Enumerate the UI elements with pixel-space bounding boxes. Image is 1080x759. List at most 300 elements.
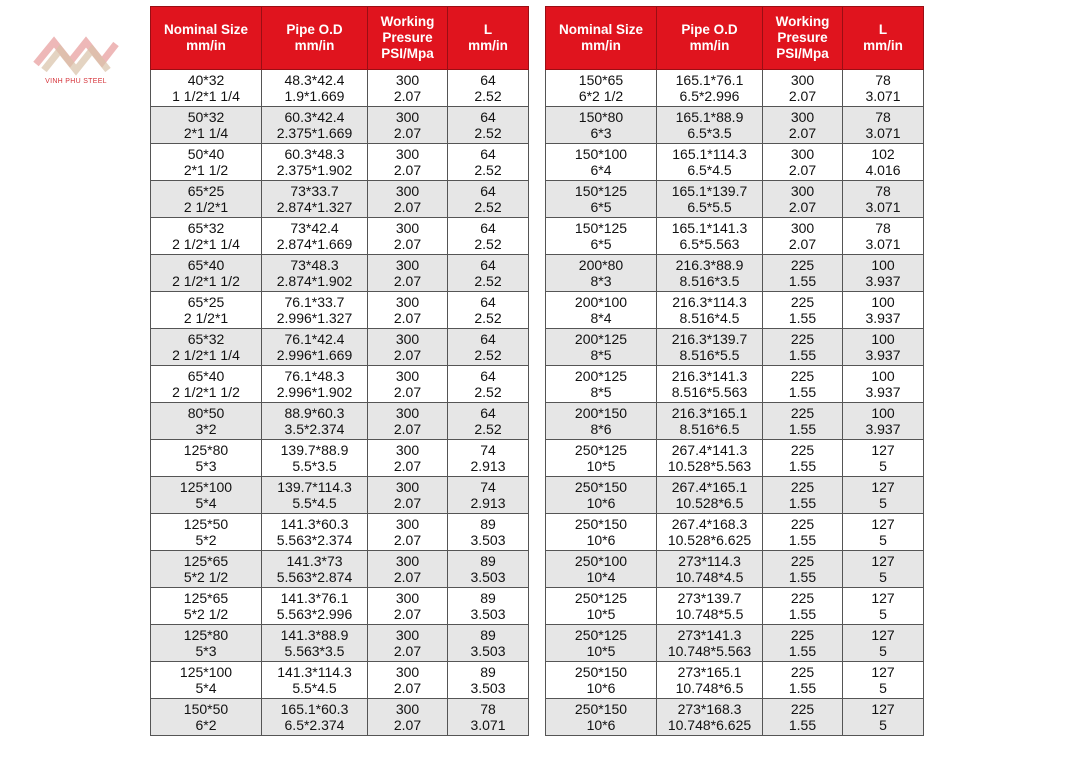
metric-value: 64 [480, 257, 496, 273]
imperial-value: 10.528*6.625 [667, 532, 752, 548]
imperial-value: 5*3 [195, 458, 217, 474]
imperial-value: 1 1/2*1 1/4 [172, 88, 240, 104]
metric-value: 300 [395, 109, 420, 125]
imperial-value: 3.937 [865, 384, 901, 400]
nominal-size-cell [546, 181, 657, 218]
imperial-value: 2.52 [474, 88, 502, 104]
table-row [151, 144, 529, 181]
metric-value: 78 [875, 109, 891, 125]
imperial-value: 6.5*5.563 [679, 236, 740, 252]
table-row [546, 181, 924, 218]
metric-value: 300 [790, 146, 815, 162]
imperial-value: 6*5 [590, 236, 612, 252]
metric-value: 300 [395, 405, 420, 421]
nominal-size-cell [151, 70, 262, 107]
imperial-value: 10.748*6.625 [667, 717, 752, 733]
nominal-size-cell [151, 366, 262, 403]
metric-value: 216.3*114.3 [672, 294, 747, 310]
working-pressure-cell [763, 625, 843, 662]
metric-value: 125*100 [179, 664, 233, 680]
pipe-od-cell [262, 699, 368, 736]
imperial-value: 10*6 [586, 532, 616, 548]
metric-value: 250*150 [574, 516, 628, 532]
metric-value: 65*32 [187, 220, 225, 236]
metric-value: 300 [395, 72, 420, 88]
imperial-value: 5 [879, 606, 887, 622]
imperial-value: 6.5*2.374 [284, 717, 345, 733]
pipe-od-cell [262, 70, 368, 107]
imperial-value: 8*3 [590, 273, 612, 289]
metric-value: 78 [875, 183, 891, 199]
length-cell [843, 551, 924, 588]
table-row [546, 366, 924, 403]
metric-value: 300 [395, 627, 420, 643]
table-row [151, 588, 529, 625]
imperial-value: 6.5*5.5 [687, 199, 732, 215]
pipe-od-cell [262, 625, 368, 662]
imperial-value: 10*5 [586, 606, 616, 622]
imperial-value: 2.874*1.327 [276, 199, 353, 215]
metric-value: 88.9*60.3 [284, 405, 345, 421]
metric-value: 65*40 [187, 257, 225, 273]
metric-value: 165.1*60.3 [280, 701, 349, 717]
metric-value: 64 [480, 220, 496, 236]
metric-value: 64 [480, 109, 496, 125]
metric-value: 127 [871, 553, 895, 569]
imperial-value: 4.016 [865, 162, 901, 178]
nominal-size-cell [151, 403, 262, 440]
logo-text: VINH PHU STEEL [45, 78, 107, 85]
imperial-value: 2.07 [393, 717, 422, 733]
pipe-od-cell [657, 699, 763, 736]
imperial-value: 2.07 [393, 88, 422, 104]
nominal-size-cell [151, 625, 262, 662]
length-cell [843, 218, 924, 255]
metric-value: 65*40 [187, 368, 225, 384]
metric-value: 300 [395, 220, 420, 236]
table-row [151, 329, 529, 366]
nominal-size-cell [151, 551, 262, 588]
working-pressure-cell [368, 514, 448, 551]
metric-value: 165.1*114.3 [672, 146, 747, 162]
metric-value: 165.1*88.9 [675, 109, 744, 125]
table-row [546, 292, 924, 329]
table-row [546, 440, 924, 477]
table-row [546, 107, 924, 144]
metric-value: 150*125 [574, 220, 628, 236]
metric-value: 150*50 [183, 701, 229, 717]
imperial-value: 2.07 [788, 162, 817, 178]
length-cell [843, 588, 924, 625]
length-cell [843, 403, 924, 440]
nominal-size-cell [151, 514, 262, 551]
table-row [151, 477, 529, 514]
pipe-od-cell [657, 181, 763, 218]
length-cell [843, 366, 924, 403]
imperial-value: 10*6 [586, 680, 616, 696]
metric-value: 165.1*141.3 [671, 220, 748, 236]
metric-value: 267.4*141.3 [671, 442, 748, 458]
metric-value: 250*150 [574, 479, 628, 495]
imperial-value: 3.071 [470, 717, 506, 733]
metric-value: 73*33.7 [290, 183, 339, 199]
working-pressure-cell [763, 329, 843, 366]
imperial-value: 3.937 [865, 310, 901, 326]
metric-value: 73*48.3 [290, 257, 339, 273]
imperial-value: 2.07 [393, 643, 422, 659]
pipe-od-cell [262, 588, 368, 625]
working-pressure-cell [763, 514, 843, 551]
nominal-size-cell [151, 218, 262, 255]
metric-value: 60.3*42.4 [284, 109, 345, 125]
length-cell [843, 329, 924, 366]
metric-value: 64 [480, 146, 496, 162]
metric-value: 76.1*42.4 [284, 331, 345, 347]
nominal-size-cell [546, 107, 657, 144]
imperial-value: 2.07 [393, 458, 422, 474]
imperial-value: 2.996*1.902 [276, 384, 353, 400]
imperial-value: 2.52 [474, 310, 502, 326]
metric-value: 225 [790, 479, 815, 495]
working-pressure-cell [763, 144, 843, 181]
imperial-value: 8.516*5.5 [679, 347, 740, 363]
metric-value: 225 [790, 368, 815, 384]
nominal-size-cell [151, 107, 262, 144]
imperial-value: 10*6 [586, 717, 616, 733]
imperial-value: 6.5*4.5 [687, 162, 732, 178]
imperial-value: 5 [879, 569, 887, 585]
pipe-od-cell [657, 588, 763, 625]
imperial-value: 5*4 [195, 495, 217, 511]
metric-value: 273*114.3 [678, 553, 741, 569]
imperial-value: 1.55 [788, 273, 817, 289]
metric-value: 89 [480, 627, 496, 643]
length-cell [448, 292, 529, 329]
brand-logo [30, 34, 122, 96]
table-row [151, 514, 529, 551]
table-row [151, 218, 529, 255]
length-cell [843, 255, 924, 292]
metric-value: 200*125 [574, 368, 628, 384]
imperial-value: 2.996*1.669 [276, 347, 353, 363]
imperial-value: 2.913 [470, 495, 506, 511]
metric-value: 127 [871, 442, 895, 458]
table-body-right [546, 70, 924, 736]
table-body-left [151, 70, 529, 736]
metric-value: 89 [480, 516, 496, 532]
metric-value: 76.1*33.7 [284, 294, 345, 310]
metric-value: 64 [480, 72, 496, 88]
metric-value: 100 [871, 257, 895, 273]
header-working-pressure: Working Presure PSI/Mpa [368, 7, 448, 70]
imperial-value: 5.563*2.996 [276, 606, 353, 622]
metric-value: 300 [395, 257, 420, 273]
working-pressure-cell [368, 403, 448, 440]
nominal-size-cell [546, 329, 657, 366]
pipe-od-cell [657, 292, 763, 329]
metric-value: 250*125 [574, 442, 628, 458]
imperial-value: 5 [879, 532, 887, 548]
pipe-od-cell [262, 255, 368, 292]
imperial-value: 3.503 [470, 643, 506, 659]
header-nominal-size: Nominal Size mm/in [546, 7, 657, 70]
pipe-od-cell [657, 144, 763, 181]
imperial-value: 2.52 [474, 162, 502, 178]
metric-value: 300 [790, 183, 815, 199]
metric-value: 48.3*42.4 [284, 72, 345, 88]
metric-value: 200*80 [578, 257, 624, 273]
imperial-value: 1.55 [788, 384, 817, 400]
working-pressure-cell [368, 329, 448, 366]
metric-value: 125*65 [183, 590, 229, 606]
imperial-value: 2.52 [474, 384, 502, 400]
table-row [546, 625, 924, 662]
metric-value: 89 [480, 664, 496, 680]
nominal-size-cell [151, 699, 262, 736]
imperial-value: 2.52 [474, 421, 502, 437]
imperial-value: 2.07 [788, 125, 817, 141]
imperial-value: 1.55 [788, 643, 817, 659]
nominal-size-cell [546, 218, 657, 255]
metric-value: 225 [790, 257, 815, 273]
metric-value: 225 [790, 442, 815, 458]
metric-value: 127 [871, 627, 895, 643]
metric-value: 300 [395, 553, 420, 569]
metric-value: 273*168.3 [677, 701, 742, 717]
imperial-value: 5*3 [195, 643, 217, 659]
metric-value: 141.3*114.3 [277, 664, 352, 680]
length-cell [448, 440, 529, 477]
pipe-table-right [545, 6, 924, 736]
metric-value: 141.3*88.9 [280, 627, 349, 643]
table-row [546, 403, 924, 440]
nominal-size-cell [546, 588, 657, 625]
nominal-size-cell [546, 699, 657, 736]
working-pressure-cell [368, 70, 448, 107]
imperial-value: 5*2 1/2 [183, 569, 229, 585]
nominal-size-cell [546, 70, 657, 107]
length-cell [448, 181, 529, 218]
metric-value: 100 [871, 331, 895, 347]
metric-value: 65*25 [187, 294, 225, 310]
imperial-value: 1.55 [788, 310, 817, 326]
imperial-value: 2 1/2*1 [183, 310, 229, 326]
imperial-value: 2.52 [474, 273, 502, 289]
table-row [546, 477, 924, 514]
working-pressure-cell [763, 551, 843, 588]
pipe-table-left [150, 6, 529, 736]
nominal-size-cell [546, 477, 657, 514]
imperial-value: 2.07 [393, 273, 422, 289]
table-row [151, 440, 529, 477]
imperial-value: 6.5*2.996 [679, 88, 740, 104]
imperial-value: 3.071 [865, 88, 901, 104]
imperial-value: 2.52 [474, 236, 502, 252]
imperial-value: 2.375*1.669 [276, 125, 353, 141]
pipe-od-cell [657, 70, 763, 107]
imperial-value: 3.503 [470, 680, 506, 696]
length-cell [448, 477, 529, 514]
imperial-value: 6.5*3.5 [687, 125, 732, 141]
header-nominal-size: Nominal Size mm/in [151, 7, 262, 70]
metric-value: 225 [790, 294, 815, 310]
length-cell [843, 514, 924, 551]
pipe-od-cell [657, 477, 763, 514]
imperial-value: 5.5*4.5 [292, 495, 337, 511]
working-pressure-cell [763, 218, 843, 255]
imperial-value: 5*2 [195, 532, 217, 548]
metric-value: 139.7*88.9 [280, 442, 349, 458]
imperial-value: 2.07 [788, 199, 817, 215]
metric-value: 250*150 [574, 701, 628, 717]
imperial-value: 3.503 [470, 569, 506, 585]
pipe-od-cell [262, 329, 368, 366]
imperial-value: 5 [879, 643, 887, 659]
imperial-value: 2*1 1/4 [183, 125, 229, 141]
metric-value: 65*32 [187, 331, 225, 347]
metric-value: 78 [875, 72, 891, 88]
imperial-value: 2 1/2*1 1/2 [172, 273, 240, 289]
pipe-od-cell [262, 107, 368, 144]
imperial-value: 5.5*4.5 [292, 680, 337, 696]
pipe-od-cell [262, 292, 368, 329]
imperial-value: 10.528*6.5 [675, 495, 744, 511]
imperial-value: 2.07 [393, 236, 422, 252]
metric-value: 225 [790, 590, 815, 606]
metric-value: 300 [395, 183, 420, 199]
nominal-size-cell [546, 403, 657, 440]
metric-value: 40*32 [187, 72, 225, 88]
length-cell [448, 218, 529, 255]
imperial-value: 3.937 [865, 273, 901, 289]
pipe-od-cell [657, 255, 763, 292]
header-pipe-od: Pipe O.D mm/in [262, 7, 368, 70]
metric-value: 250*125 [574, 590, 628, 606]
imperial-value: 10.748*4.5 [675, 569, 744, 585]
metric-value: 200*150 [574, 405, 628, 421]
metric-value: 141.3*73 [286, 553, 343, 569]
imperial-value: 1.55 [788, 347, 817, 363]
table-row [546, 144, 924, 181]
nominal-size-cell [151, 255, 262, 292]
nominal-size-cell [151, 181, 262, 218]
imperial-value: 8*5 [590, 347, 612, 363]
working-pressure-cell [368, 699, 448, 736]
table-row [151, 181, 529, 218]
metric-value: 125*100 [179, 479, 233, 495]
imperial-value: 1.9*1.669 [284, 88, 345, 104]
imperial-value: 6*5 [590, 199, 612, 215]
working-pressure-cell [368, 625, 448, 662]
length-cell [448, 255, 529, 292]
metric-value: 127 [871, 664, 895, 680]
metric-value: 89 [480, 590, 496, 606]
imperial-value: 10.528*5.563 [667, 458, 752, 474]
working-pressure-cell [763, 588, 843, 625]
working-pressure-cell [368, 255, 448, 292]
metric-value: 150*100 [574, 146, 628, 162]
nominal-size-cell [546, 551, 657, 588]
imperial-value: 3.503 [470, 532, 506, 548]
metric-value: 267.4*165.1 [671, 479, 748, 495]
metric-value: 74 [480, 479, 496, 495]
imperial-value: 2*1 1/2 [183, 162, 229, 178]
metric-value: 300 [395, 701, 420, 717]
pipe-od-cell [262, 551, 368, 588]
table-row [546, 551, 924, 588]
imperial-value: 1.55 [788, 532, 817, 548]
header-length: L mm/in [448, 7, 529, 70]
working-pressure-cell [368, 181, 448, 218]
imperial-value: 2.52 [474, 199, 502, 215]
imperial-value: 1.55 [788, 458, 817, 474]
metric-value: 60.3*48.3 [284, 146, 345, 162]
metric-value: 300 [395, 294, 420, 310]
length-cell [843, 144, 924, 181]
table-row [151, 366, 529, 403]
pipe-od-cell [657, 625, 763, 662]
metric-value: 150*125 [574, 183, 628, 199]
metric-value: 273*139.7 [677, 590, 742, 606]
length-cell [448, 329, 529, 366]
pipe-od-cell [657, 440, 763, 477]
nominal-size-cell [151, 144, 262, 181]
nominal-size-cell [546, 366, 657, 403]
table-row [151, 662, 529, 699]
metric-value: 50*40 [187, 146, 225, 162]
nominal-size-cell [546, 144, 657, 181]
imperial-value: 2 1/2*1 1/4 [172, 347, 240, 363]
metric-value: 225 [790, 405, 815, 421]
metric-value: 165.1*76.1 [675, 72, 744, 88]
imperial-value: 2.07 [393, 125, 422, 141]
pipe-od-cell [262, 662, 368, 699]
table-header-row [151, 7, 529, 70]
imperial-value: 2.07 [393, 569, 422, 585]
working-pressure-cell [368, 144, 448, 181]
working-pressure-cell [763, 477, 843, 514]
table-row [151, 699, 529, 736]
length-cell [843, 662, 924, 699]
metric-value: 139.7*114.3 [277, 479, 352, 495]
imperial-value: 2.07 [393, 162, 422, 178]
nominal-size-cell [546, 292, 657, 329]
metric-value: 216.3*139.7 [671, 331, 748, 347]
working-pressure-cell [368, 440, 448, 477]
imperial-value: 2.07 [393, 532, 422, 548]
nominal-size-cell [546, 625, 657, 662]
nominal-size-cell [151, 588, 262, 625]
imperial-value: 10*5 [586, 458, 616, 474]
metric-value: 225 [790, 553, 815, 569]
imperial-value: 2.07 [393, 421, 422, 437]
metric-value: 64 [480, 405, 496, 421]
length-cell [843, 477, 924, 514]
imperial-value: 5.563*3.5 [284, 643, 345, 659]
metric-value: 300 [395, 590, 420, 606]
length-cell [448, 662, 529, 699]
metric-value: 150*80 [578, 109, 624, 125]
imperial-value: 2.07 [393, 199, 422, 215]
imperial-value: 8.516*5.563 [671, 384, 748, 400]
imperial-value: 2 1/2*1 1/4 [172, 236, 240, 252]
imperial-value: 10*4 [586, 569, 616, 585]
length-cell [843, 70, 924, 107]
imperial-value: 3.937 [865, 347, 901, 363]
table-row [151, 403, 529, 440]
imperial-value: 5 [879, 495, 887, 511]
metric-value: 300 [790, 72, 815, 88]
